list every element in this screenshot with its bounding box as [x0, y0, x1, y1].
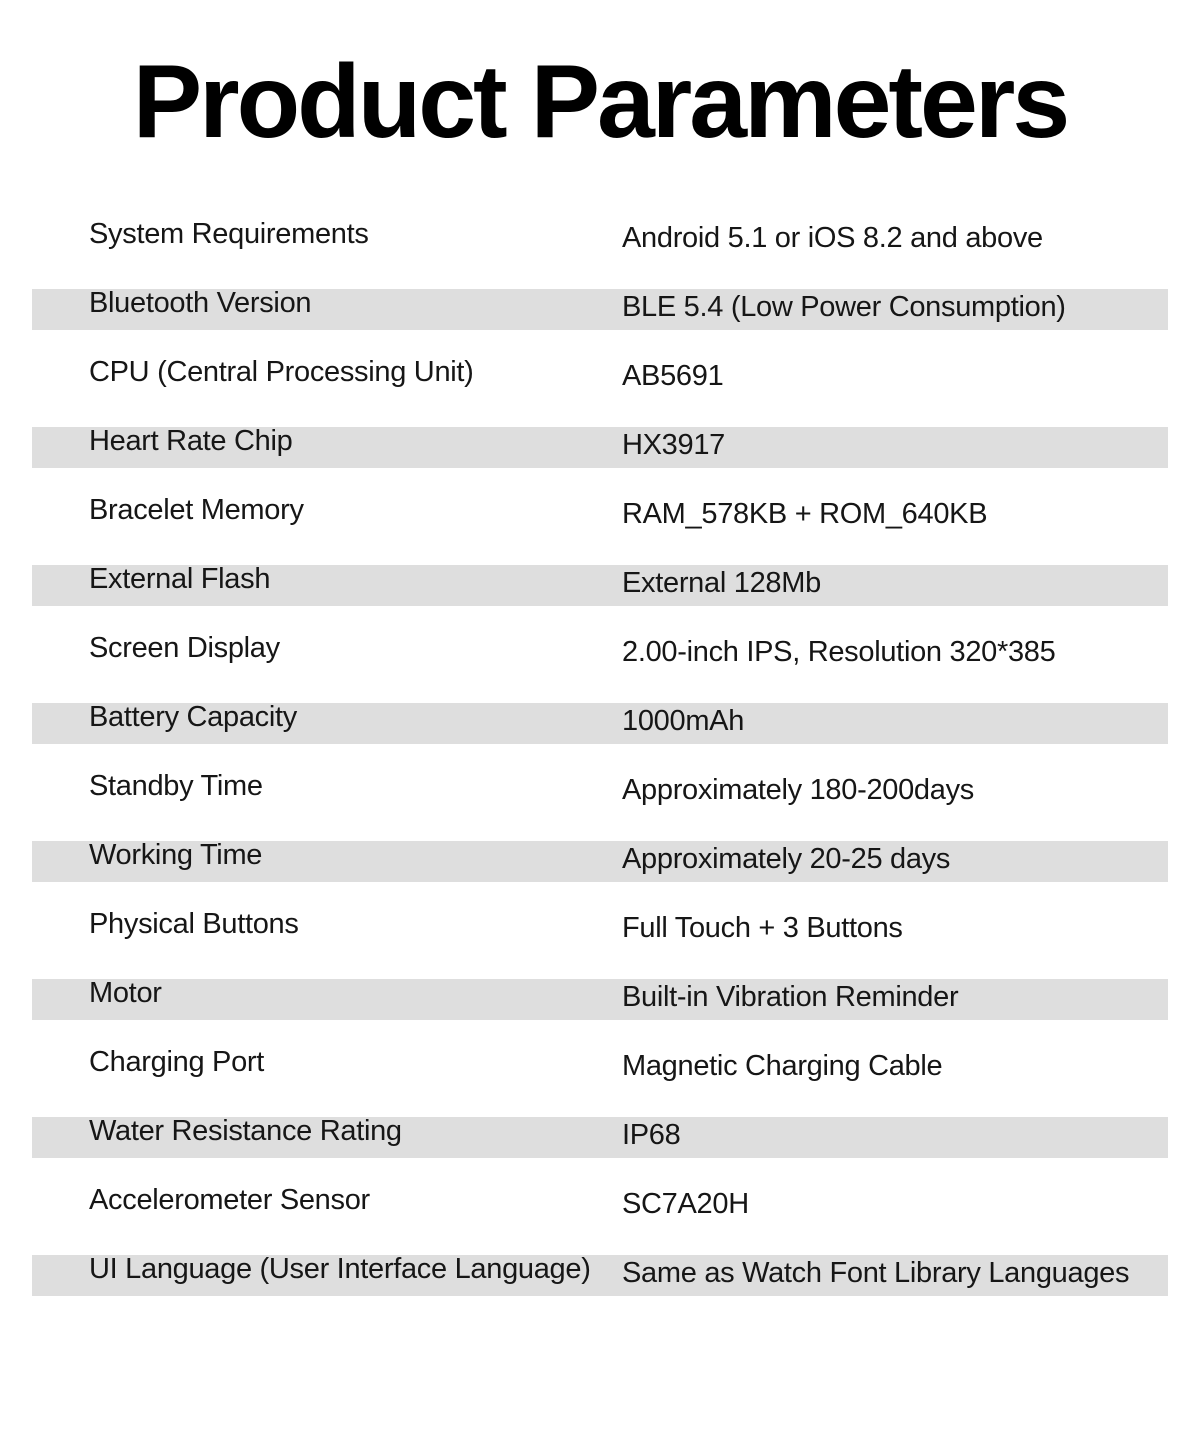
parameter-value: HX3917 [622, 429, 725, 461]
parameter-value: SC7A20H [622, 1188, 749, 1220]
parameter-value: Approximately 20-25 days [622, 843, 951, 875]
table-row [32, 478, 1168, 547]
parameter-name: Motor [89, 977, 162, 1009]
parameter-value: RAM_578KB + ROM_640KB [622, 498, 988, 530]
parameter-name: Heart Rate Chip [89, 425, 293, 457]
table-row [32, 409, 1168, 478]
table-row [32, 961, 1168, 1030]
parameter-name: Physical Buttons [89, 908, 299, 940]
parameter-value: Same as Watch Font Library Languages [622, 1257, 1130, 1289]
parameter-value: 2.00-inch IPS, Resolution 320*385 [622, 636, 1056, 668]
parameter-name: UI Language (User Interface Language) [89, 1253, 591, 1285]
table-row [32, 1030, 1168, 1099]
parameter-value: BLE 5.4 (Low Power Consumption) [622, 291, 1066, 323]
parameter-name: Working Time [89, 839, 263, 871]
parameter-value: Android 5.1 or iOS 8.2 and above [622, 222, 1043, 254]
table-row [32, 685, 1168, 754]
parameter-value: Magnetic Charging Cable [622, 1050, 943, 1082]
table-row [32, 823, 1168, 892]
table-row [32, 202, 1168, 271]
table-row [32, 271, 1168, 340]
parameter-name: Water Resistance Rating [89, 1115, 402, 1147]
parameter-value: Full Touch + 3 Buttons [622, 912, 903, 944]
parameter-name: Bracelet Memory [89, 494, 304, 526]
parameter-name: Screen Display [89, 632, 280, 664]
table-row [32, 547, 1168, 616]
parameter-value: AB5691 [622, 360, 724, 392]
page-title: Product Parameters [132, 44, 1068, 160]
table-row [32, 754, 1168, 823]
row-band [32, 979, 1168, 1020]
table-row [32, 1237, 1168, 1306]
table-row [32, 892, 1168, 961]
parameter-value: Approximately 180-200days [622, 774, 974, 806]
parameter-name: CPU (Central Processing Unit) [89, 356, 474, 388]
parameter-name: Accelerometer Sensor [89, 1184, 370, 1216]
parameter-name: Charging Port [89, 1046, 265, 1078]
parameter-name: System Requirements [89, 218, 369, 250]
parameter-name: External Flash [89, 563, 271, 595]
parameter-value: IP68 [622, 1119, 681, 1151]
parameter-name: Battery Capacity [89, 701, 297, 733]
parameter-name: Standby Time [89, 770, 263, 802]
table-row [32, 1168, 1168, 1237]
parameter-value: 1000mAh [622, 705, 745, 737]
table-row [32, 1099, 1168, 1168]
parameter-table [32, 202, 1168, 1306]
parameter-name: Bluetooth Version [89, 287, 312, 319]
table-row [32, 340, 1168, 409]
parameter-value: External 128Mb [622, 567, 821, 599]
table-row [32, 616, 1168, 685]
parameter-value: Built-in Vibration Reminder [622, 981, 959, 1013]
